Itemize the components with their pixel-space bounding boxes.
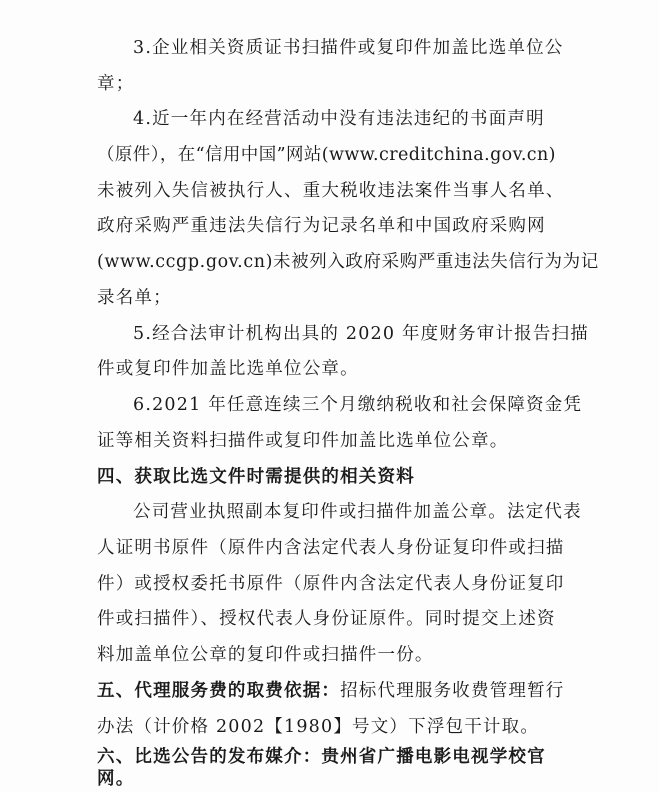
section-4-line-5: 料加盖单位公章的复印件或扫描件一份。 (97, 645, 434, 665)
item-3-line-1: 3.企业相关资质证书扫描件或复印件加盖比选单位公 (133, 38, 564, 58)
section-4-line-3: 件）或授权委托书原件（原件内含法定代表人身份证复印 (97, 574, 565, 594)
item-5-line-2: 件或复印件加盖比选单位公章。 (97, 359, 359, 379)
item-4-line-4: 政府采购严重违法失信行为记录名单和中国政府采购网 (97, 216, 546, 236)
item-6-line-2: 证等相关资料扫描件或复印件加盖比选单位公章。 (97, 431, 509, 451)
section-6-line-2: 网。 (97, 769, 135, 789)
section-5-line-1 (97, 679, 565, 703)
item-3-line-2: 章； (97, 74, 135, 94)
section-5-line-2: 办法（计价格 2002【1980】号文）下浮包干计取。 (97, 717, 540, 737)
item-4-line-1: 4.近一年内在经营活动中没有违法违纪的书面声明 (133, 109, 545, 129)
item-4-line-6: 录名单； (97, 288, 172, 308)
section-4-heading: 四、获取比选文件时需提供的相关资料 (97, 467, 415, 487)
item-6-line-1: 6.2021 年任意连续三个月缴纳税收和社会保障资金凭 (133, 395, 583, 415)
section-6-heading: 六、比选公告的发布媒介： (97, 747, 322, 767)
item-4-line-2: （原件），在“信用中国”网站(www.creditchina.gov.cn) (97, 145, 556, 165)
section-5-line-1-text: 招标代理服务收费管理暂行 (340, 681, 565, 701)
section-4-line-2: 人证明书原件（原件内含法定代表人身份证复印件或扫描 (97, 538, 565, 558)
section-4-line-4: 件或扫描件）、授权代表人身份证原件。同时提交上述资 (97, 609, 556, 629)
section-6-line-1 (97, 746, 546, 768)
item-5-line-1: 5.经合法审计机构出具的 2020 年度财务审计报告扫描 (133, 324, 589, 344)
section-4-line-1: 公司营业执照副本复印件或扫描件加盖公章。法定代表 (133, 502, 582, 522)
section-5-heading: 五、代理服务费的取费依据： (97, 681, 341, 701)
item-4-line-3: 未被列入失信被执行人、重大税收违法案件当事人名单、 (97, 181, 565, 201)
item-4-line-5: (www.ccgp.gov.cn)未被列入政府采购严重违法失信行为为记 (97, 252, 599, 272)
section-6-line-1-text: 贵州省广播电影电视学校官 (321, 747, 546, 767)
